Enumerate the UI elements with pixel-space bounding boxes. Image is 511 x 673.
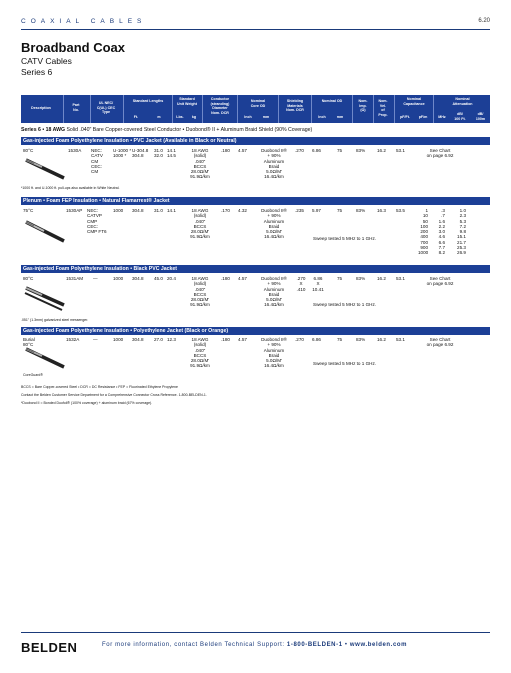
col-od-inch: Inch xyxy=(318,115,326,119)
pf-ft: 16.2 xyxy=(377,276,386,281)
page-number: 6.20 xyxy=(478,18,490,24)
attenuation-value: 8.2 xyxy=(438,250,445,256)
length-m: 304.8 xyxy=(132,337,144,342)
col-description: Description xyxy=(31,106,51,110)
col-ul: UL NEC/ C(UL) CEC Type xyxy=(96,101,116,115)
col-conductor: Conductor (stranding) Diameter Nom. DCR xyxy=(210,97,230,115)
core-inch: .180 xyxy=(221,148,230,153)
od-inch: .270 xyxy=(295,148,304,153)
weight-lbs: 45.0 xyxy=(154,276,163,281)
weight-kg: 14.1 xyxy=(167,208,176,213)
cable-image-1532a xyxy=(22,345,67,371)
col-unit-weight: Standard Unit Weight xyxy=(177,97,197,106)
header-rule xyxy=(21,29,490,30)
desc: 80°C xyxy=(23,148,34,153)
col-nominal-od: Nominal OD xyxy=(321,99,343,103)
attenuation-value: 1.0 xyxy=(459,208,466,213)
velocity: 83% xyxy=(356,337,366,342)
attenuation-value: .7 xyxy=(441,213,445,219)
website-link[interactable]: www.belden.com xyxy=(349,642,408,648)
pf-m: 53.1 xyxy=(396,337,405,342)
col-kg: kg xyxy=(191,115,197,119)
footnote: *1000 ft. and U-1000 ft. pull-ups also available in White Neutral. xyxy=(21,186,120,190)
ul-type: — xyxy=(93,337,98,342)
sweep-note: Sweep tested 5 MHz to 1 GHz. xyxy=(313,361,377,366)
attenuation-value: 1.6 xyxy=(438,218,445,224)
core-inch: .180 xyxy=(221,337,230,342)
conductor: 18 AWG (solid) .040" BCCS 28.0Ω/M' 91.9Ω/km xyxy=(190,148,210,180)
shielding: Duobond II® + 90% Aluminum Braid 5.0Ω/M' 16.4Ω/km xyxy=(261,208,287,240)
pf-m: 53.1 xyxy=(396,276,405,281)
conductor: 18 AWG (solid) .040" BCCS 28.0Ω/M' 91.9Ω/km xyxy=(190,276,210,308)
col-od-mm: mm xyxy=(336,115,344,119)
attenuation-value: 6.6 xyxy=(438,239,445,245)
core-mm: 4.32 xyxy=(238,208,247,213)
velocity: 83% xyxy=(356,276,366,281)
weight-lbs: 27.0 xyxy=(154,337,163,342)
attenuation-value: 4.6 xyxy=(438,234,445,240)
od-mm: 6.86 xyxy=(312,337,321,342)
impedance: 75 xyxy=(337,208,343,213)
core-inch: .180 xyxy=(221,276,230,281)
velocity: 83% xyxy=(356,208,366,213)
weight-lbs: 31.0 32.0 xyxy=(154,148,163,159)
cable-image-1530ap xyxy=(22,218,67,244)
group-band-1: Gas-injected Foam Polyethylene Insulation • PVC Jacket (Available in Black or Neutral) xyxy=(21,137,490,145)
group-band-3: Gas-injected Foam Polyethylene Insulation • Black PVC Jacket xyxy=(21,265,490,273)
impedance: 75 xyxy=(337,276,343,281)
attenuation-value: 1000 xyxy=(418,250,429,256)
weight-kg: 14.1 14.5 xyxy=(167,148,176,159)
attenuation-value: 7.7 xyxy=(438,245,445,251)
col-part: Part No. xyxy=(72,103,80,112)
group-band-4: Gas-injected Foam Polyethylene Insulation • Polyethylene Jacket (Black or Orange) xyxy=(21,327,490,335)
weight-lbs: 31.0 xyxy=(154,208,163,213)
col-core-mm: mm xyxy=(262,115,270,119)
ul-type: NEC: CATV CM CEC: CM xyxy=(91,148,103,175)
attenuation-value: 15.1 xyxy=(457,234,466,240)
col-db-100ft: dB/ 100 Ft. xyxy=(454,112,466,121)
footer-rule xyxy=(21,632,490,633)
core-mm: 4.57 xyxy=(238,148,247,153)
cable-image-1530a xyxy=(22,156,67,180)
shielding: Duobond II® + 90% Aluminum Braid 5.0Ω/M' 16.4Ω/km xyxy=(261,337,287,369)
part-number: 1530AP xyxy=(66,208,83,213)
desc: 75°C xyxy=(23,208,34,213)
shielding: Duobond II® + 90% Aluminum Braid 5.0Ω/M' 16.4Ω/km xyxy=(261,148,287,180)
core-inch: .170 xyxy=(221,208,230,213)
col-m: m xyxy=(157,115,161,119)
length-m: U-304.8 304.8 xyxy=(132,148,149,159)
weight-kg: 20.4 xyxy=(167,276,176,281)
col-impedance: Nom. Imp. (Ω) xyxy=(358,99,368,113)
attenuation-value: 7.2 xyxy=(459,223,466,229)
part-number: 1530A xyxy=(68,148,82,153)
od-mm: 6.86 X 10.41 xyxy=(312,276,324,292)
col-mhz: MHz xyxy=(438,115,446,119)
length-ft: 1000 xyxy=(113,276,124,281)
attenuation-value: 50 xyxy=(422,218,428,224)
length-ft: 1000 xyxy=(113,208,124,213)
col-ft: Ft. xyxy=(133,115,139,119)
col-pf-ft: pF/Ft. xyxy=(400,115,410,119)
od-mm: 5.97 xyxy=(312,208,321,213)
length-ft: U-1000 * 1000 * xyxy=(113,148,132,159)
weight-kg: 12.3 xyxy=(167,337,176,342)
attenuation-note: See Chart on page 6.92 xyxy=(426,276,454,287)
ul-type: NEC: CATVP CMP CEC: CMP FT6 xyxy=(87,208,107,235)
attenuation-value: .3 xyxy=(441,208,445,213)
series-line: Series 6 • 18 AWG Solid .040" Bare Copper-covered Steel Conductor • Duobond® II + Aluminum Braid Shield (90% Coverage) xyxy=(21,127,313,133)
od-inch: .270 xyxy=(295,337,304,342)
page-subtitle: CATV Cables xyxy=(21,56,72,66)
sweep-note: Sweep tested 5 MHz to 1 GHz. xyxy=(313,236,377,241)
ul-type: — xyxy=(93,276,98,281)
pf-ft: 16.2 xyxy=(377,148,386,153)
col-velocity: Nom. Vel. of Prop. xyxy=(378,99,388,117)
att-dbm-list xyxy=(452,208,466,256)
attenuation-value: 5.3 xyxy=(459,218,466,224)
attenuation-value: 2.3 xyxy=(459,213,466,219)
desc: 80°C xyxy=(23,276,34,281)
attenuation-value: 3.0 xyxy=(438,229,445,235)
pf-m: 53.1 xyxy=(396,148,405,153)
attenuation-value: 25.3 xyxy=(457,245,466,251)
coreguard-label: CoreGuard® xyxy=(23,373,43,377)
attenuation-value: 700 xyxy=(420,239,428,245)
footnote: .051" (1.3mm) galvanized steel messenger. xyxy=(21,318,89,322)
group-band-2: Plenum • Foam FEP Insulation • Natural Flamarrest® Jacket xyxy=(21,197,490,205)
col-shielding: Shielding Materials Nom. DCR xyxy=(286,99,304,113)
conductor: 18 AWG (solid) .040" BCCS 28.0Ω/M' 91.9Ω/km xyxy=(190,208,210,240)
col-lbs: Lbs. xyxy=(176,115,184,119)
attenuation-value: 21.7 xyxy=(457,239,466,245)
col-db-100m: dB/ 100m xyxy=(475,112,486,121)
att-mhz-list xyxy=(418,208,428,256)
core-mm: 4.57 xyxy=(238,276,247,281)
table-header xyxy=(21,95,490,123)
length-ft: 1000 xyxy=(113,337,124,342)
velocity: 83% xyxy=(356,148,366,153)
col-capacitance: Nominal Capacitance xyxy=(403,97,425,106)
od-inch: .235 xyxy=(295,208,304,213)
note-abbrev: BCCS = Bare Copper-covered Steel • DCR = DC Resistance • FEP = Fluorinated Ethylene Propylene xyxy=(21,385,178,389)
part-number: 1531AM xyxy=(66,276,84,281)
attenuation-value: 9.8 xyxy=(459,229,466,235)
shielding: Duobond II® + 90% Aluminum Braid 5.0Ω/M' 16.4Ω/km xyxy=(261,276,287,308)
support-phone: 1-800-BELDEN-1 xyxy=(286,642,343,648)
desc: Burial 80°C xyxy=(23,337,35,348)
attenuation-value: 400 xyxy=(420,234,428,240)
part-number: 1532A xyxy=(66,337,80,342)
belden-logo: BELDEN xyxy=(21,640,78,655)
pf-ft: 16.2 xyxy=(377,337,386,342)
footer-contact: For more information, contact Belden Technical Support: 1-800-BELDEN-1 • www.belden.com xyxy=(102,642,408,648)
impedance: 75 xyxy=(337,148,343,153)
col-attenuation: Nominal Attenuation xyxy=(452,97,473,106)
col-pf-m: pF/m xyxy=(418,115,428,119)
cable-image-1531am xyxy=(22,285,67,311)
att-dbft-list xyxy=(433,208,445,256)
sweep-note: Sweep tested 5 MHz to 1 GHz. xyxy=(313,302,377,307)
note-contact: Contact the Belden Customer Service Department for a Comprehensive Connector Cross Reference. 1-800-BELDEN-1. xyxy=(21,393,207,397)
col-core-od: Nominal Core OD xyxy=(250,99,266,108)
attenuation-note: See Chart on page 6.92 xyxy=(426,148,454,159)
attenuation-value: 26.9 xyxy=(457,250,466,256)
attenuation-note: See Chart on page 6.92 xyxy=(426,337,454,348)
pf-m: 53.5 xyxy=(396,208,405,213)
page-title: Broadband Coax xyxy=(21,40,126,55)
length-m: 304.8 xyxy=(132,276,144,281)
conductor: 18 AWG (solid) .040" BCCS 28.0Ω/M' 91.9Ω/km xyxy=(190,337,210,369)
attenuation-value: 200 xyxy=(420,229,428,235)
od-inch: .270 X .410 xyxy=(296,276,306,292)
col-core-inch: Inch xyxy=(244,115,252,119)
attenuation-value: 1 xyxy=(425,208,428,213)
col-std-length: Standard Lengths xyxy=(132,99,164,103)
core-mm: 4.57 xyxy=(238,337,247,342)
length-m: 304.8 xyxy=(132,208,144,213)
impedance: 75 xyxy=(337,337,343,342)
series-title: Series 6 xyxy=(21,67,53,77)
attenuation-value: 900 xyxy=(420,245,428,251)
section-title: COAXIAL CABLES xyxy=(21,18,147,25)
note-duobond: *Duobond II = Bonded Duofoil® (100% coverage) + aluminum braid (67% coverage). xyxy=(21,401,153,405)
attenuation-value: 10 xyxy=(422,213,428,219)
od-mm: 6.86 xyxy=(312,148,321,153)
pf-ft: 16.3 xyxy=(377,208,386,213)
attenuation-value: 2.2 xyxy=(438,223,445,229)
attenuation-value: 100 xyxy=(420,223,428,229)
